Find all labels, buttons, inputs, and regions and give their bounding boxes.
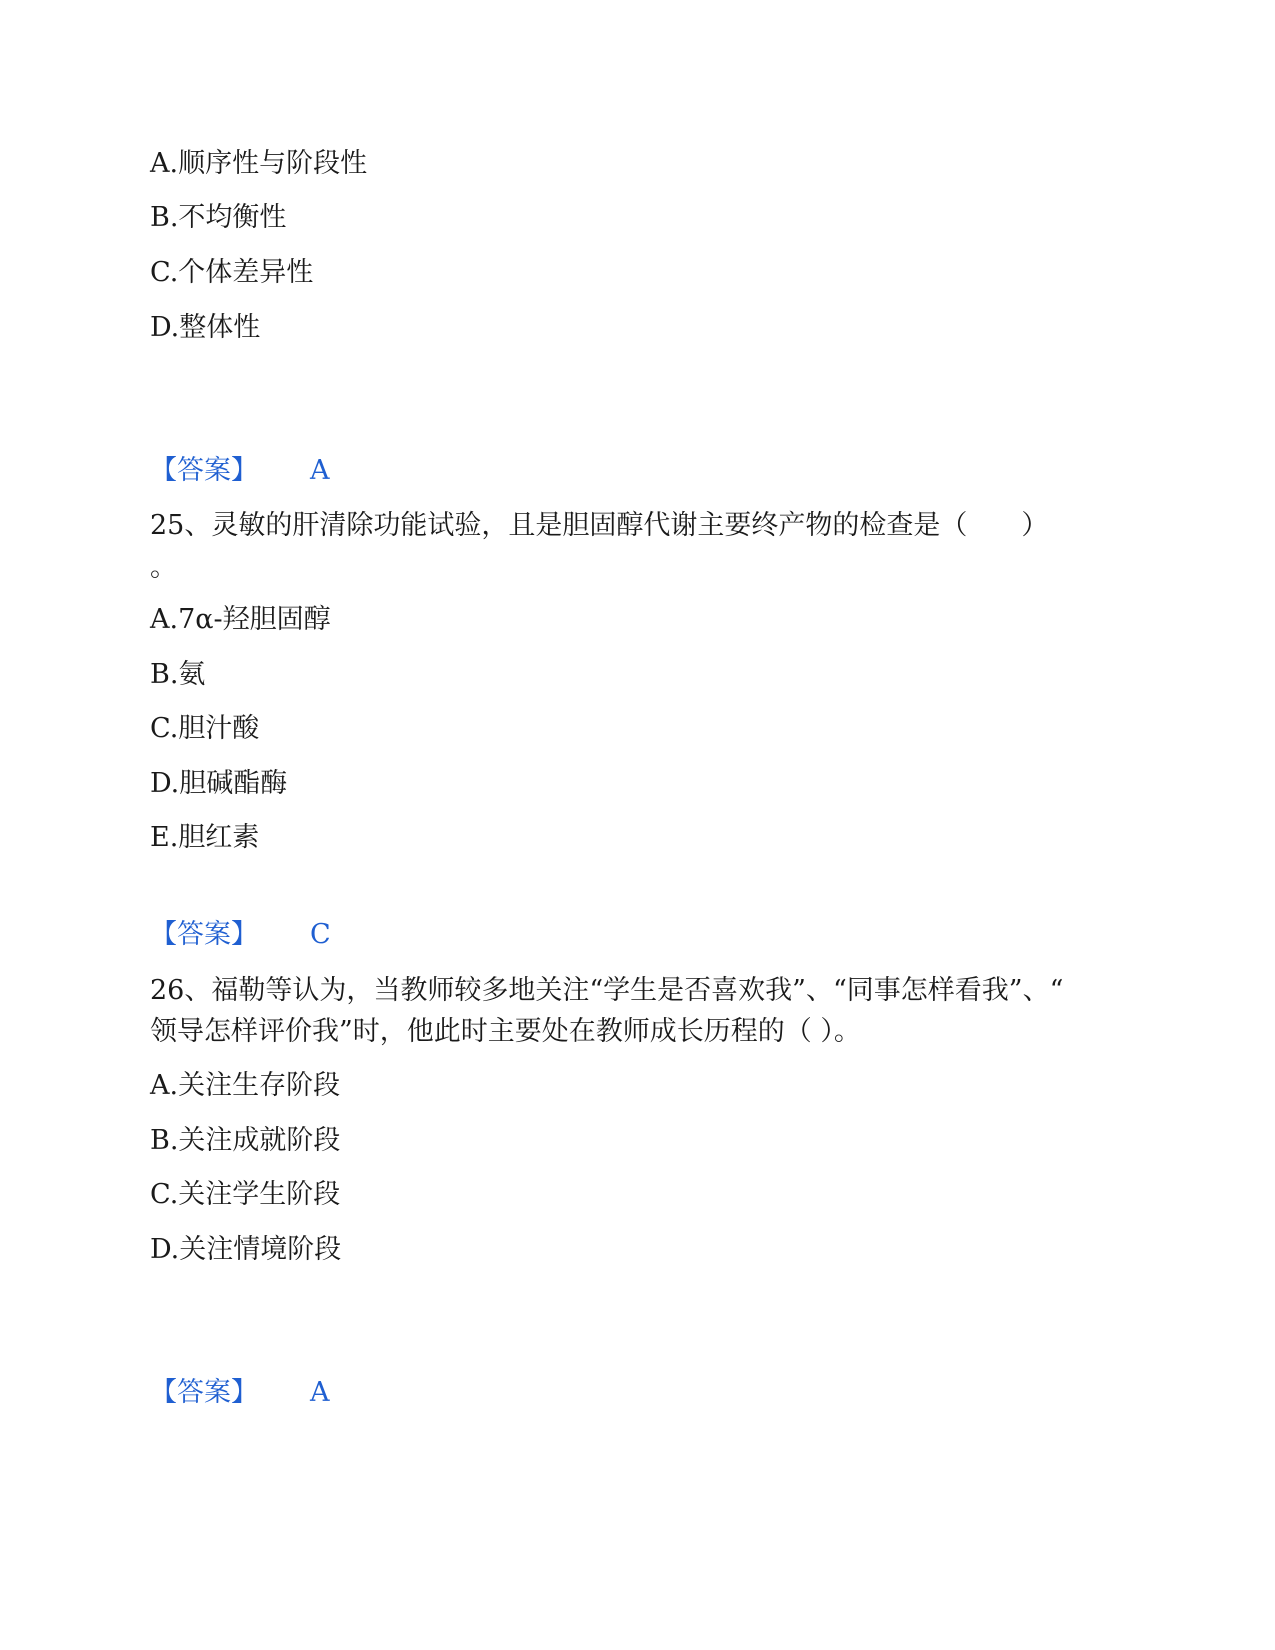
q25-option-e: E.胆红素: [150, 822, 260, 853]
q26-option-a: A.关注生存阶段: [150, 1070, 341, 1101]
q25-question-line1: 25、灵敏的肝清除功能试验，且是胆固醇代谢主要终产物的检查是（ ）: [150, 510, 1049, 541]
q25-answer-value: C: [310, 919, 331, 950]
q26-answer-value: A: [310, 1377, 330, 1408]
q25-option-b: B.氨: [150, 659, 206, 690]
q26-question-line2: 领导怎样评价我”时，他此时主要处在教师成长历程的（ ）。: [150, 1016, 861, 1047]
q24-answer-label: 【答案】: [150, 455, 258, 486]
q26-option-b: B.关注成就阶段: [150, 1125, 341, 1156]
q26-option-d: D.关注情境阶段: [150, 1234, 342, 1265]
q25-answer-label: 【答案】: [150, 919, 258, 950]
q24-option-b: B.不均衡性: [150, 202, 287, 233]
q26-answer-label: 【答案】: [150, 1377, 258, 1408]
q24-option-a: A.顺序性与阶段性: [150, 148, 368, 179]
q25-answer: [150, 917, 331, 953]
q25-option-d: D.胆碱酯酶: [150, 768, 288, 799]
q24-answer-value: A: [310, 455, 330, 486]
q26-question-line1: 26、福勒等认为，当教师较多地关注“学生是否喜欢我”、“同事怎样看我”、“: [150, 975, 1064, 1006]
q24-option-c: C.个体差异性: [150, 257, 314, 288]
q26-option-c: C.关注学生阶段: [150, 1179, 341, 1210]
q25-option-c: C.胆汁酸: [150, 713, 260, 744]
q24-answer: [150, 453, 330, 489]
q25-question-line2: 。: [150, 552, 177, 583]
q24-option-d: D.整体性: [150, 312, 261, 343]
q25-option-a: A.7α-羟胆固醇: [150, 604, 331, 635]
q26-answer: [150, 1375, 330, 1411]
